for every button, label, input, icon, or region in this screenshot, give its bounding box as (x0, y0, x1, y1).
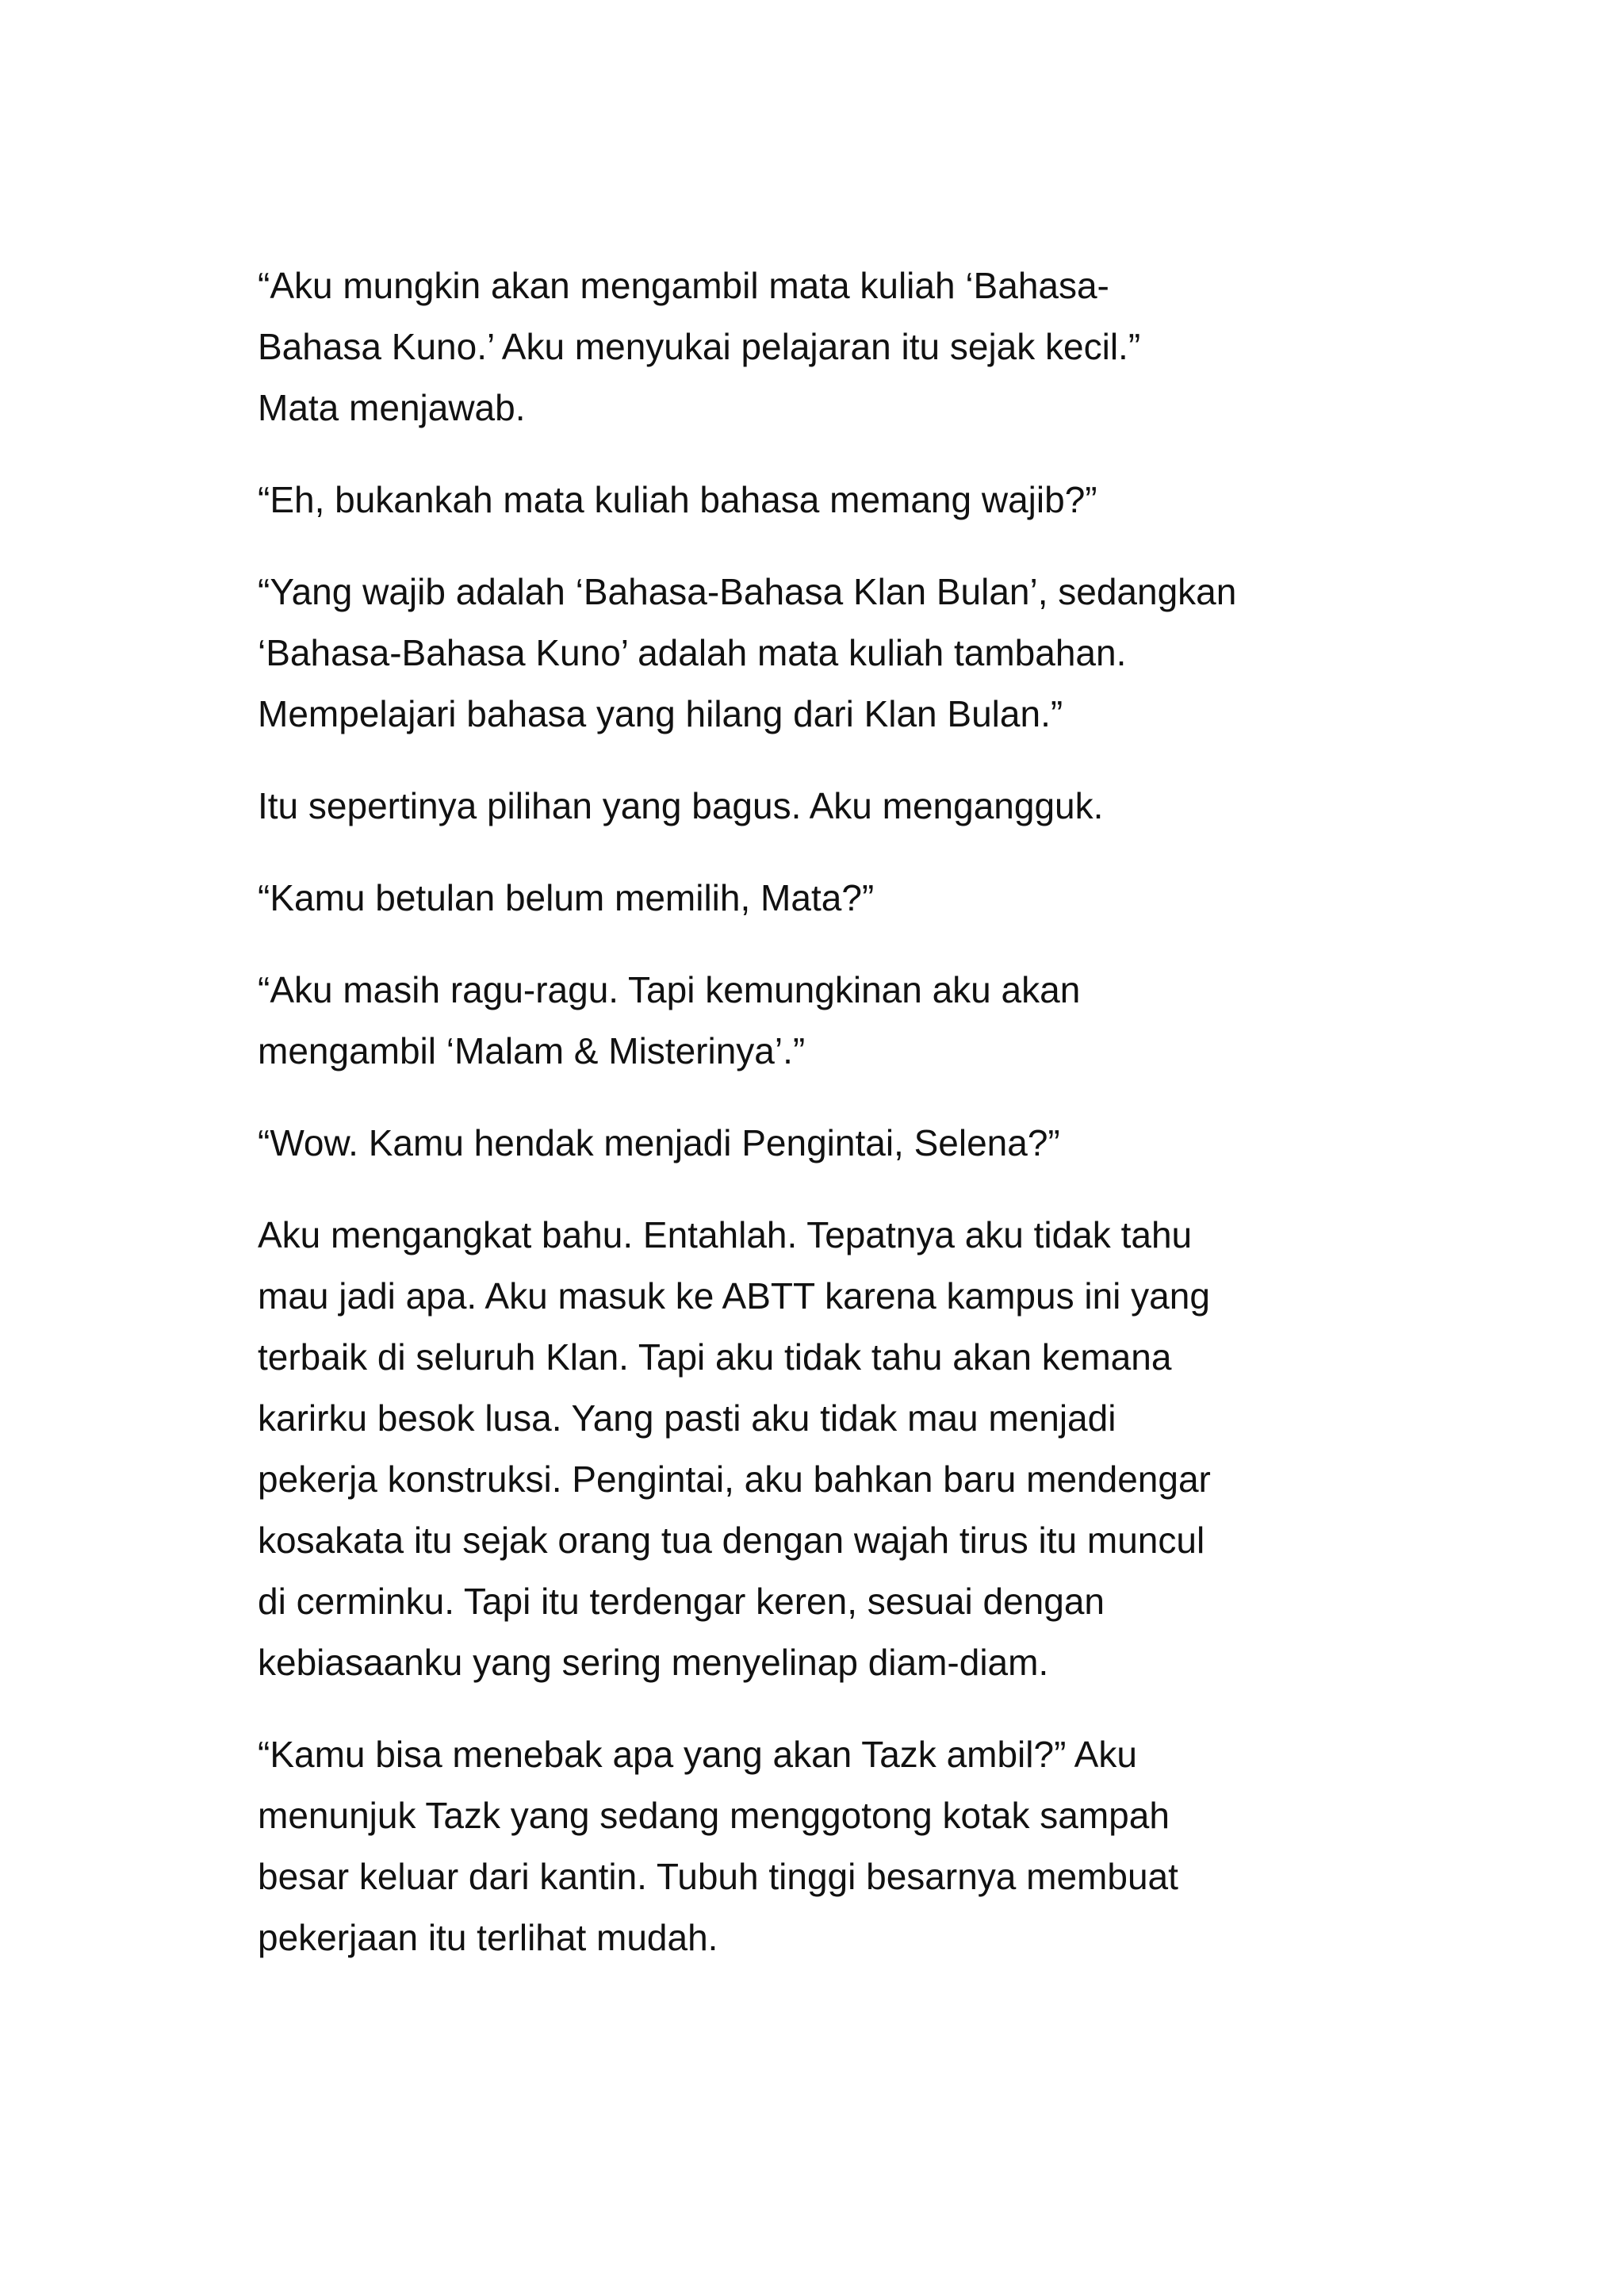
paragraph (258, 255, 1400, 439)
text-line: Bahasa Kuno.’ Aku menyukai pelajaran itu sejak kecil.” (258, 326, 1141, 367)
body-text (258, 255, 1400, 1999)
text-line: “Eh, bukankah mata kuliah bahasa memang wajib?” (258, 479, 1097, 520)
text-line: mengambil ‘Malam & Misterinya’.” (258, 1030, 806, 1071)
text-line: pekerja konstruksi. Pengintai, aku bahkan baru mendengar (258, 1458, 1211, 1500)
paragraph (258, 1205, 1400, 1693)
paragraph (258, 470, 1400, 531)
text-line: terbaik di seluruh Klan. Tapi aku tidak tahu akan kemana (258, 1336, 1172, 1378)
paragraph (258, 960, 1400, 1082)
text-line: Itu sepertinya pilihan yang bagus. Aku mengangguk. (258, 785, 1104, 826)
paragraph (258, 1113, 1400, 1174)
text-line: ‘Bahasa-Bahasa Kuno’ adalah mata kuliah tambahan. (258, 632, 1127, 673)
paragraph (258, 868, 1400, 929)
paragraph (258, 1724, 1400, 1968)
text-line: besar keluar dari kantin. Tubuh tinggi besarnya membuat (258, 1856, 1178, 1897)
text-line: karirku besok lusa. Yang pasti aku tidak mau menjadi (258, 1397, 1116, 1439)
text-line: Mempelajari bahasa yang hilang dari Klan Bulan.” (258, 693, 1063, 734)
text-line: kebiasaanku yang sering menyelinap diam-diam. (258, 1642, 1049, 1683)
text-line: “Aku mungkin akan mengambil mata kuliah ‘Bahasa- (258, 265, 1109, 306)
text-line: kosakata itu sejak orang tua dengan wajah tirus itu muncul (258, 1520, 1205, 1561)
paragraph (258, 562, 1400, 745)
text-line: Aku mengangkat bahu. Entahlah. Tepatnya aku tidak tahu (258, 1214, 1193, 1255)
text-line: “Wow. Kamu hendak menjadi Pengintai, Selena?” (258, 1122, 1060, 1163)
text-line: pekerjaan itu terlihat mudah. (258, 1917, 718, 1958)
text-line: “Kamu bisa menebak apa yang akan Tazk ambil?” Aku (258, 1734, 1137, 1775)
text-line: “Aku masih ragu-ragu. Tapi kemungkinan aku akan (258, 969, 1081, 1010)
text-line: mau jadi apa. Aku masuk ke ABTT karena kampus ini yang (258, 1275, 1210, 1317)
text-line: “Kamu betulan belum memilih, Mata?” (258, 877, 875, 918)
text-line: Mata menjawab. (258, 387, 526, 428)
paragraph (258, 776, 1400, 837)
text-line: menunjuk Tazk yang sedang menggotong kotak sampah (258, 1795, 1170, 1836)
text-line: “Yang wajib adalah ‘Bahasa-Bahasa Klan Bulan’, sedangkan (258, 571, 1237, 612)
text-line: di cerminku. Tapi itu terdengar keren, sesuai dengan (258, 1581, 1105, 1622)
